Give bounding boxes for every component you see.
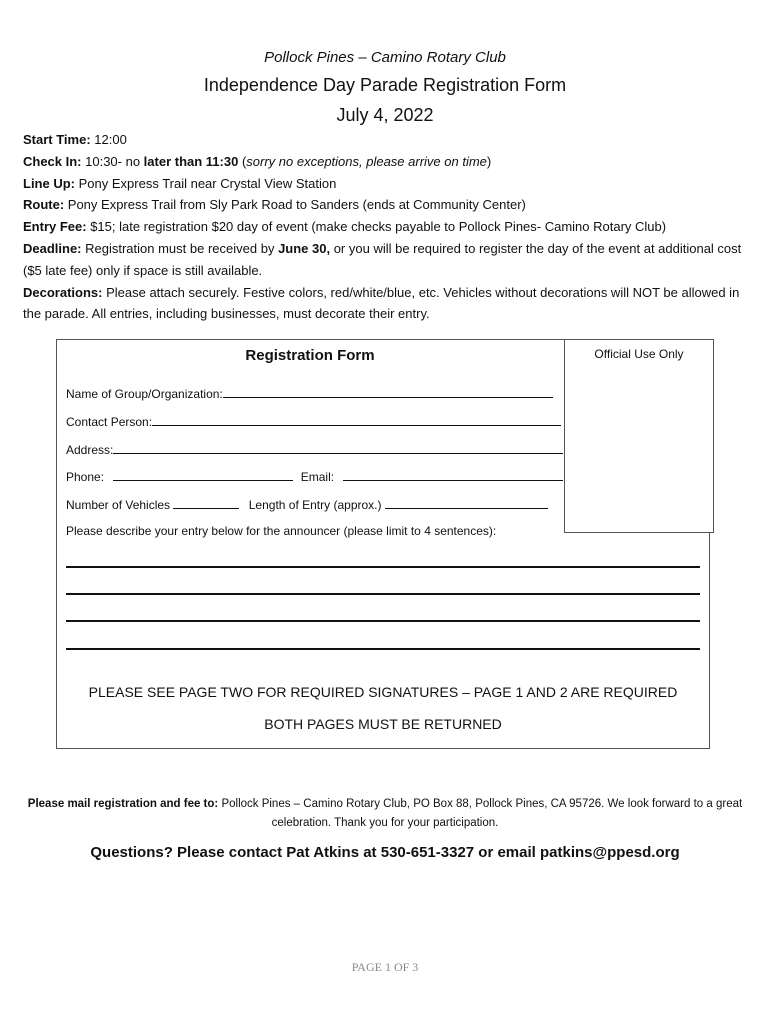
email-label: Email: [300, 470, 335, 484]
address-field [66, 441, 563, 457]
return-notice: BOTH PAGES MUST BE RETURNED [264, 716, 502, 732]
description-line-2[interactable] [66, 593, 700, 595]
registration-form-title: Registration Form [245, 347, 375, 364]
mailing-instructions [20, 795, 750, 833]
start-time-value: 12:00 [90, 132, 127, 147]
contact-label: Contact Person: [66, 415, 153, 429]
mail-text: Pollock Pines – Camino Rotary Club, PO Box 88, Pollock Pines, CA 95726. We look forward to a great celebration. Thank you for your participation. [218, 798, 743, 829]
phone-email-field [66, 468, 563, 484]
group-label: Name of Group/Organization: [66, 387, 223, 401]
check-in-row: Check In: 10:30- no later than 11:30 (sorry no exceptions, please arrive on time) [23, 153, 492, 169]
description-line-1[interactable] [66, 566, 700, 568]
questions-contact: Questions? Please contact Pat Atkins at 530-651-3327 or email patkins@ppesd.org [90, 844, 680, 861]
club-name: Pollock Pines – Camino Rotary Club [264, 49, 506, 66]
contact-field [66, 413, 561, 429]
official-use-box [564, 339, 714, 533]
describe-label: Please describe your entry below for the announcer (please limit to 4 sentences): [66, 524, 497, 538]
decorations-row: Decorations: Please attach securely. Festive colors, red/white/blue, etc. Vehicles without decorations will NOT be allowed in the parade. All entries, including businesses, must decorate their entry. [23, 284, 740, 322]
start-time-label: Start Time: [23, 132, 91, 147]
event-date: July 4, 2022 [336, 105, 434, 125]
phone-input-line[interactable] [113, 468, 293, 481]
check-in-label: Check In: [23, 153, 82, 169]
event-info [23, 129, 748, 325]
vehicles-input-line[interactable] [173, 496, 239, 509]
contact-input-line[interactable] [152, 413, 561, 426]
group-input-line[interactable] [223, 385, 553, 398]
description-line-4[interactable] [66, 648, 700, 650]
line-up-label: Line Up: [23, 175, 75, 191]
entry-fee-label: Entry Fee: [23, 219, 87, 235]
page-title: Independence Day Parade Registration Form [203, 75, 567, 95]
mail-label: Please mail registration and fee to: [27, 798, 219, 810]
group-field [66, 385, 553, 401]
address-label: Address: [66, 443, 114, 457]
deadline-label: Deadline: [23, 240, 82, 256]
route-row: Route: Pony Express Trail from Sly Park Road to Sanders (ends at Community Center) [23, 197, 526, 213]
decorations-label: Decorations: [23, 284, 103, 300]
signature-notice: PLEASE SEE PAGE TWO FOR REQUIRED SIGNATURES – PAGE 1 AND 2 ARE REQUIRED [88, 684, 678, 700]
entry-fee-row: Entry Fee: $15; late registration $20 day of event (make checks payable to Pollock Pines- Camino Rotary Club) [23, 219, 667, 235]
email-input-line[interactable] [343, 468, 563, 481]
phone-label: Phone: [66, 470, 105, 484]
length-input-line[interactable] [385, 496, 548, 509]
length-label: Length of Entry (approx.) [248, 498, 382, 512]
official-use-label: Official Use Only [594, 347, 684, 361]
route-label: Route: [23, 197, 65, 213]
vehicles-label: Number of Vehicles [66, 498, 171, 512]
description-line-3[interactable] [66, 620, 700, 622]
page-number: PAGE 1 OF 3 [351, 960, 419, 974]
start-time-row [23, 129, 748, 151]
address-input-line[interactable] [113, 441, 563, 454]
vehicles-length-field [66, 496, 548, 512]
line-up-row: Line Up: Pony Express Trail near Crystal View Station [23, 175, 337, 191]
deadline-row: Deadline: Registration must be received by June 30, or you will be required to register the day of the event at additional cost ($5 late fee) only if space is still available. [23, 240, 742, 278]
